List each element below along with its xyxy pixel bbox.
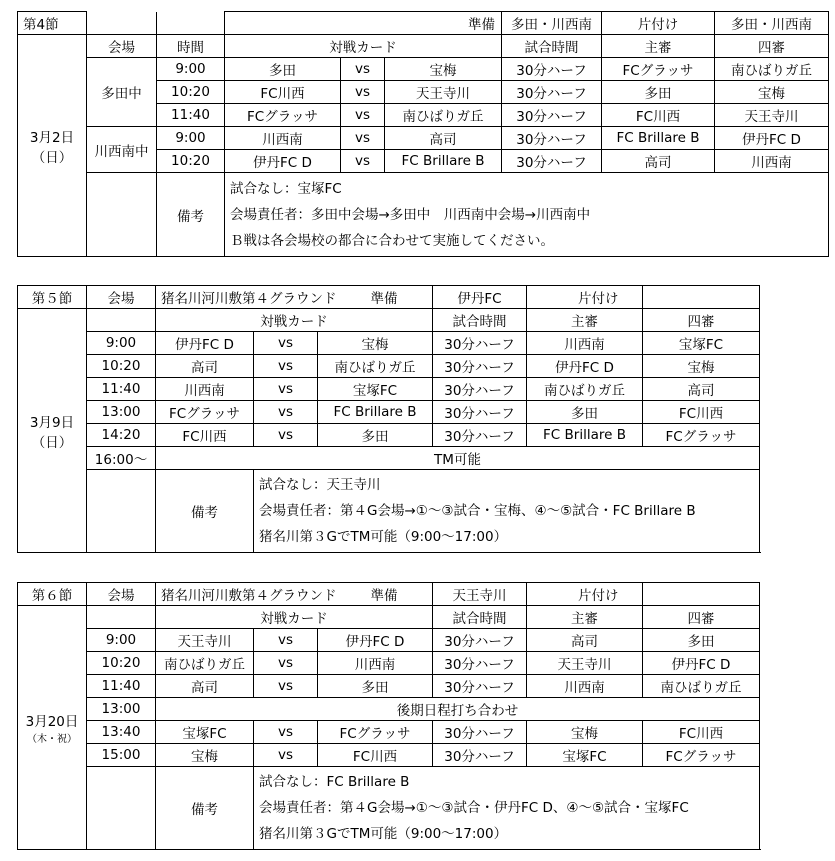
round6-date-cell xyxy=(18,606,87,850)
tm-time: 16:00～ xyxy=(87,447,156,470)
match-row: 10:20 FC川西 vs 天王寺川 30分ハーフ 多田 宝梅 xyxy=(18,81,829,104)
round5-notes: 試合なし：天王寺川 会場責任者：第４G会場→①～③試合・宝梅、④～⑤試合・FC Brillare B 猪名川第３GでTM可能（9:00～17:00） xyxy=(254,470,760,553)
match-row: 13:00 FCグラッサ vs FC Brillare B 30分ハーフ 多田 FC川西 xyxy=(18,401,760,424)
round5-notes-label: 備考 xyxy=(156,470,254,553)
round4-prep-value: 多田・川西南 xyxy=(502,12,602,35)
round6-table xyxy=(17,582,760,850)
header-card: 対戦カード xyxy=(225,35,502,58)
meeting-text: 後期日程打ち合わせ xyxy=(156,698,760,721)
header-referee: 主審 xyxy=(527,309,643,332)
header-match-time: 試合時間 xyxy=(433,606,527,629)
match-row: 10:20 高司 vs 南ひばりガ丘 30分ハーフ 伊丹FC D 宝梅 xyxy=(18,355,760,378)
match-row: 9:00 天王寺川 vs 伊丹FC D 30分ハーフ 高司 多田 xyxy=(18,629,760,652)
header-venue: 会場 xyxy=(87,35,157,58)
tm-row xyxy=(18,447,760,470)
round4-day: （日） xyxy=(31,149,73,166)
header-match-time: 試合時間 xyxy=(502,35,602,58)
round6-notes-label: 備考 xyxy=(156,767,254,850)
round6-cleanup-value xyxy=(643,583,760,606)
round5-day: （日） xyxy=(31,434,73,451)
round6-notes: 試合なし：FC Brillare B 会場責任者：第４G会場→①～③試合・伊丹FC D、④～⑤試合・宝塚FC 猪名川第３GでTM可能（9:00～17:00） xyxy=(254,767,760,850)
round5-table xyxy=(17,285,760,553)
round4-notes-label: 備考 xyxy=(157,173,225,257)
header-fourth: 四審 xyxy=(643,309,760,332)
tm-text: TM可能 xyxy=(156,447,760,470)
round6-venue-label: 会場 xyxy=(87,583,156,606)
round6-prep-label: 準備 xyxy=(370,588,398,604)
round5-cleanup-value xyxy=(643,286,760,309)
match-row: 11:40 川西南 vs 宝塚FC 30分ハーフ 南ひばりガ丘 高司 xyxy=(18,378,760,401)
round6-cleanup: 片付け xyxy=(527,583,643,606)
round6-title: 第６節 xyxy=(18,583,87,606)
meeting-row xyxy=(18,698,760,721)
match-row: 川西南中 9:00 川西南 vs 高司 30分ハーフ FC Brillare B 伊丹FC D xyxy=(18,127,829,150)
match-row: 10:20 伊丹FC D vs FC Brillare B 30分ハーフ 高司 川西南 xyxy=(18,150,829,173)
round5-prep-label: 準備 xyxy=(370,291,398,307)
round4-cleanup-label: 片付け xyxy=(602,12,715,35)
round4-prep-label: 準備 xyxy=(225,12,502,35)
meeting-time: 13:00 xyxy=(87,698,156,721)
round6-prep-value: 天王寺川 xyxy=(433,583,527,606)
venue-tada: 多田中 xyxy=(87,58,157,127)
match-row: 11:40 FCグラッサ vs 南ひばりガ丘 30分ハーフ FC川西 天王寺川 xyxy=(18,104,829,127)
round6-venue: 猪名川河川敷第４グラウンド 準備 xyxy=(156,583,433,606)
match-row: 多田中 9:00 多田 vs 宝梅 30分ハーフ FCグラッサ 南ひばりガ丘 xyxy=(18,58,829,81)
round4-title: 第4節 xyxy=(18,12,87,35)
header-fourth: 四審 xyxy=(715,35,829,58)
round4-date-cell xyxy=(18,35,87,257)
match-row: 14:20 FC川西 vs 多田 30分ハーフ FC Brillare B FCグラッサ xyxy=(18,424,760,447)
header-card: 対戦カード xyxy=(156,309,433,332)
round5-venue: 猪名川河川敷第４グラウンド 準備 xyxy=(156,286,433,309)
round4-date: 3月2日 xyxy=(29,129,75,146)
match-row: 9:00 伊丹FC D vs 宝梅 30分ハーフ 川西南 宝塚FC xyxy=(18,332,760,355)
match-row: 10:20 南ひばりガ丘 vs 川西南 30分ハーフ 天王寺川 伊丹FC D xyxy=(18,652,760,675)
round4-cleanup-value: 多田・川西南 xyxy=(715,12,829,35)
round5-prep-value: 伊丹FC xyxy=(433,286,527,309)
header-match-time: 試合時間 xyxy=(433,309,527,332)
round5-date: 3月9日 xyxy=(29,414,75,431)
header-fourth: 四審 xyxy=(643,606,760,629)
header-time: 時間 xyxy=(157,35,225,58)
round6-day: （木・祝） xyxy=(27,734,77,745)
round6-date: 3月20日 xyxy=(25,714,79,730)
header-card: 対戦カード xyxy=(156,606,433,629)
header-referee: 主審 xyxy=(602,35,715,58)
round4-notes: 試合なし：宝塚FC 会場責任者：多田中会場→多田中 川西南中会場→川西南中 Ｂ戦は各会場校の都合に合わせて実施してください。 xyxy=(225,173,829,257)
round4-table xyxy=(17,11,829,257)
round5-title: 第５節 xyxy=(18,286,87,309)
round5-cleanup: 片付け xyxy=(527,286,643,309)
header-referee: 主審 xyxy=(527,606,643,629)
match-row: 15:00 宝梅 vs FC川西 30分ハーフ 宝塚FC FCグラッサ xyxy=(18,744,760,767)
venue-kawanishi-minami: 川西南中 xyxy=(87,127,157,173)
match-row: 13:40 宝塚FC vs FCグラッサ 30分ハーフ 宝梅 FC川西 xyxy=(18,721,760,744)
round5-date-cell xyxy=(18,309,87,553)
round5-venue-label: 会場 xyxy=(87,286,156,309)
match-row: 11:40 高司 vs 多田 30分ハーフ 川西南 南ひばりガ丘 xyxy=(18,675,760,698)
